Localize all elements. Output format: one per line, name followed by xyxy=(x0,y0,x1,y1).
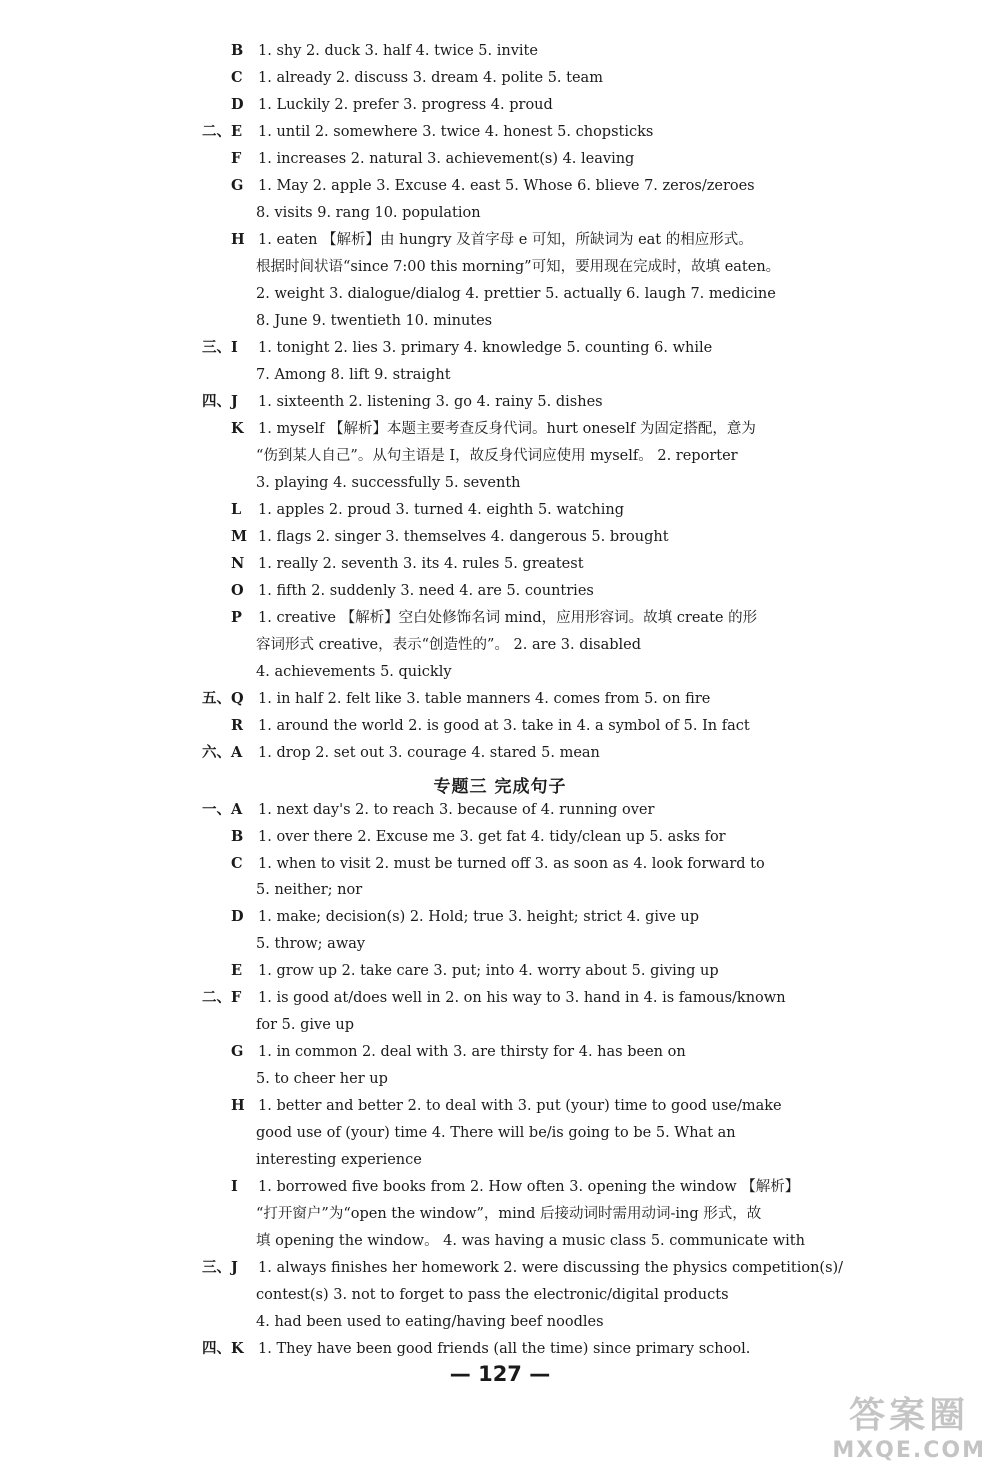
row-text: 4. achievements 5. quickly xyxy=(256,664,452,680)
row-text: for 5. give up xyxy=(256,1017,355,1033)
row-text: 1. really 2. seventh 3. its 4. rules 5. greatest xyxy=(258,556,584,572)
row-text: 1. fifth 2. suddenly 3. need 4. are 5. countries xyxy=(258,583,594,599)
row-text: 8. June 9. twentieth 10. minutes xyxy=(256,313,493,329)
row-text: 填 opening the window。 4. was having a music class 5. communicate with xyxy=(256,1233,805,1249)
row-label: 二、E xyxy=(202,123,243,140)
row-text: 1. is good at/does well in 2. on his way to 3. hand in 4. is famous/known xyxy=(258,990,786,1006)
row-label: H xyxy=(231,231,245,248)
row-label: 三、J xyxy=(202,1259,238,1276)
row-label: F xyxy=(231,150,242,167)
row-text: 1. myself 【解析】本题主要考查反身代词。hurt oneself 为固定搭配，意为 xyxy=(258,421,756,437)
row-label: E xyxy=(231,962,243,979)
row-text: 8. visits 9. rang 10. population xyxy=(256,205,481,221)
row-label: 二、F xyxy=(202,989,242,1006)
row-label: B xyxy=(231,42,244,59)
row-text: 1. drop 2. set out 3. courage 4. stared 5. mean xyxy=(258,745,600,761)
row-text: 1. They have been good friends (all the time) since primary school. xyxy=(258,1341,751,1357)
row-label: P xyxy=(231,609,242,626)
row-label: D xyxy=(231,96,244,113)
row-text: 5. to cheer her up xyxy=(256,1071,388,1087)
row-text: 2. weight 3. dialogue/dialog 4. prettier 5. actually 6. laugh 7. medicine xyxy=(256,286,776,302)
row-text: 1. flags 2. singer 3. themselves 4. dangerous 5. brought xyxy=(258,529,669,545)
row-text: 5. neither; nor xyxy=(256,882,363,898)
section-title: 专题三 完成句子 xyxy=(433,777,567,797)
row-text: good use of (your) time 4. There will be/is going to be 5. What an xyxy=(256,1125,736,1141)
row-text: 容词形式 creative，表示“创造性的”。 2. are 3. disabled xyxy=(256,637,641,653)
row-text: 1. when to visit 2. must be turned off 3. as soon as 4. look forward to xyxy=(258,856,765,872)
row-label: 五、Q xyxy=(202,690,244,707)
row-text: 1. make; decision(s) 2. Hold; true 3. height; strict 4. give up xyxy=(258,909,700,925)
watermark-logo xyxy=(832,1387,986,1463)
row-text: 1. in half 2. felt like 3. table manners 4. comes from 5. on fire xyxy=(258,691,711,707)
row-label: G xyxy=(231,177,244,194)
row-text: interesting experience xyxy=(256,1152,422,1168)
watermark-bottom: MXQE.COM xyxy=(832,1438,986,1463)
row-text: 根据时间状语“since 7:00 this morning”可知，要用现在完成时，故填 eaten。 xyxy=(256,259,781,275)
row-text: 1. eaten 【解析】由 hungry 及首字母 e 可知，所缺词为 eat 的相应形式。 xyxy=(258,232,753,248)
row-text: 1. tonight 2. lies 3. primary 4. knowledge 5. counting 6. while xyxy=(258,340,713,356)
row-label: B xyxy=(231,828,244,845)
row-label: G xyxy=(231,1043,244,1060)
row-label: 三、I xyxy=(202,339,238,356)
watermark-top: 答案圈 xyxy=(849,1395,970,1436)
row-text: 1. over there 2. Excuse me 3. get fat 4. tidy/clean up 5. asks for xyxy=(258,829,726,845)
row-text: 1. next day's 2. to reach 3. because of 4. running over xyxy=(258,802,655,818)
row-label: 一、A xyxy=(202,801,243,818)
row-text: 3. playing 4. successfully 5. seventh xyxy=(256,475,521,491)
row-text: 1. May 2. apple 3. Excuse 4. east 5. Whose 6. blieve 7. zeros/zeroes xyxy=(258,178,755,194)
row-text: 4. had been used to eating/having beef noodles xyxy=(256,1314,604,1330)
row-label: C xyxy=(231,69,243,86)
row-text: 1. always finishes her homework 2. were discussing the physics competition(s)/ xyxy=(258,1260,844,1276)
row-label: 六、A xyxy=(202,744,243,761)
row-label: D xyxy=(231,908,244,925)
row-text: 1. borrowed five books from 2. How often 3. opening the window 【解析】 xyxy=(258,1179,800,1195)
row-text: 1. Luckily 2. prefer 3. progress 4. proud xyxy=(258,97,553,113)
row-text: “打开窗户”为“open the window”，mind 后接动词时需用动词-ing 形式，故 xyxy=(256,1206,762,1222)
row-text: 1. creative 【解析】空白处修饰名词 mind，应用形容词。故填 create 的形 xyxy=(258,610,758,626)
row-label: 四、J xyxy=(202,393,238,410)
row-label: C xyxy=(231,855,243,872)
row-text: contest(s) 3. not to forget to pass the electronic/digital products xyxy=(256,1287,729,1303)
row-label: H xyxy=(231,1097,245,1114)
row-text: 1. apples 2. proud 3. turned 4. eighth 5. watching xyxy=(258,502,624,518)
row-label: R xyxy=(231,717,244,734)
row-label: O xyxy=(231,582,244,599)
row-text: 5. throw; away xyxy=(256,936,366,952)
row-label: I xyxy=(231,1178,238,1195)
row-text: 1. better and better 2. to deal with 3. put (your) time to good use/make xyxy=(258,1098,782,1114)
row-text: 1. around the world 2. is good at 3. take in 4. a symbol of 5. In fact xyxy=(258,718,750,734)
row-label: L xyxy=(231,501,242,518)
row-text: 1. in common 2. deal with 3. are thirsty for 4. has been on xyxy=(258,1044,686,1060)
row-text: 1. shy 2. duck 3. half 4. twice 5. invite xyxy=(258,43,538,59)
row-text: 1. sixteenth 2. listening 3. go 4. rainy 5. dishes xyxy=(258,394,603,410)
page-number: — 127 — xyxy=(449,1362,551,1386)
row-text: 1. already 2. discuss 3. dream 4. polite 5. team xyxy=(258,70,603,86)
row-label: K xyxy=(231,420,244,437)
row-text: “伤到某人自己”。从句主语是 I，故反身代词应使用 myself。 2. reporter xyxy=(256,448,738,464)
row-text: 1. grow up 2. take care 3. put; into 4. worry about 5. giving up xyxy=(258,963,719,979)
row-label: M xyxy=(231,528,248,545)
row-label: N xyxy=(231,555,245,572)
row-label: 四、K xyxy=(202,1340,244,1357)
row-text: 1. until 2. somewhere 3. twice 4. honest 5. chopsticks xyxy=(258,124,654,140)
row-text: 7. Among 8. lift 9. straight xyxy=(256,367,451,383)
row-text: 1. increases 2. natural 3. achievement(s) 4. leaving xyxy=(258,151,635,167)
